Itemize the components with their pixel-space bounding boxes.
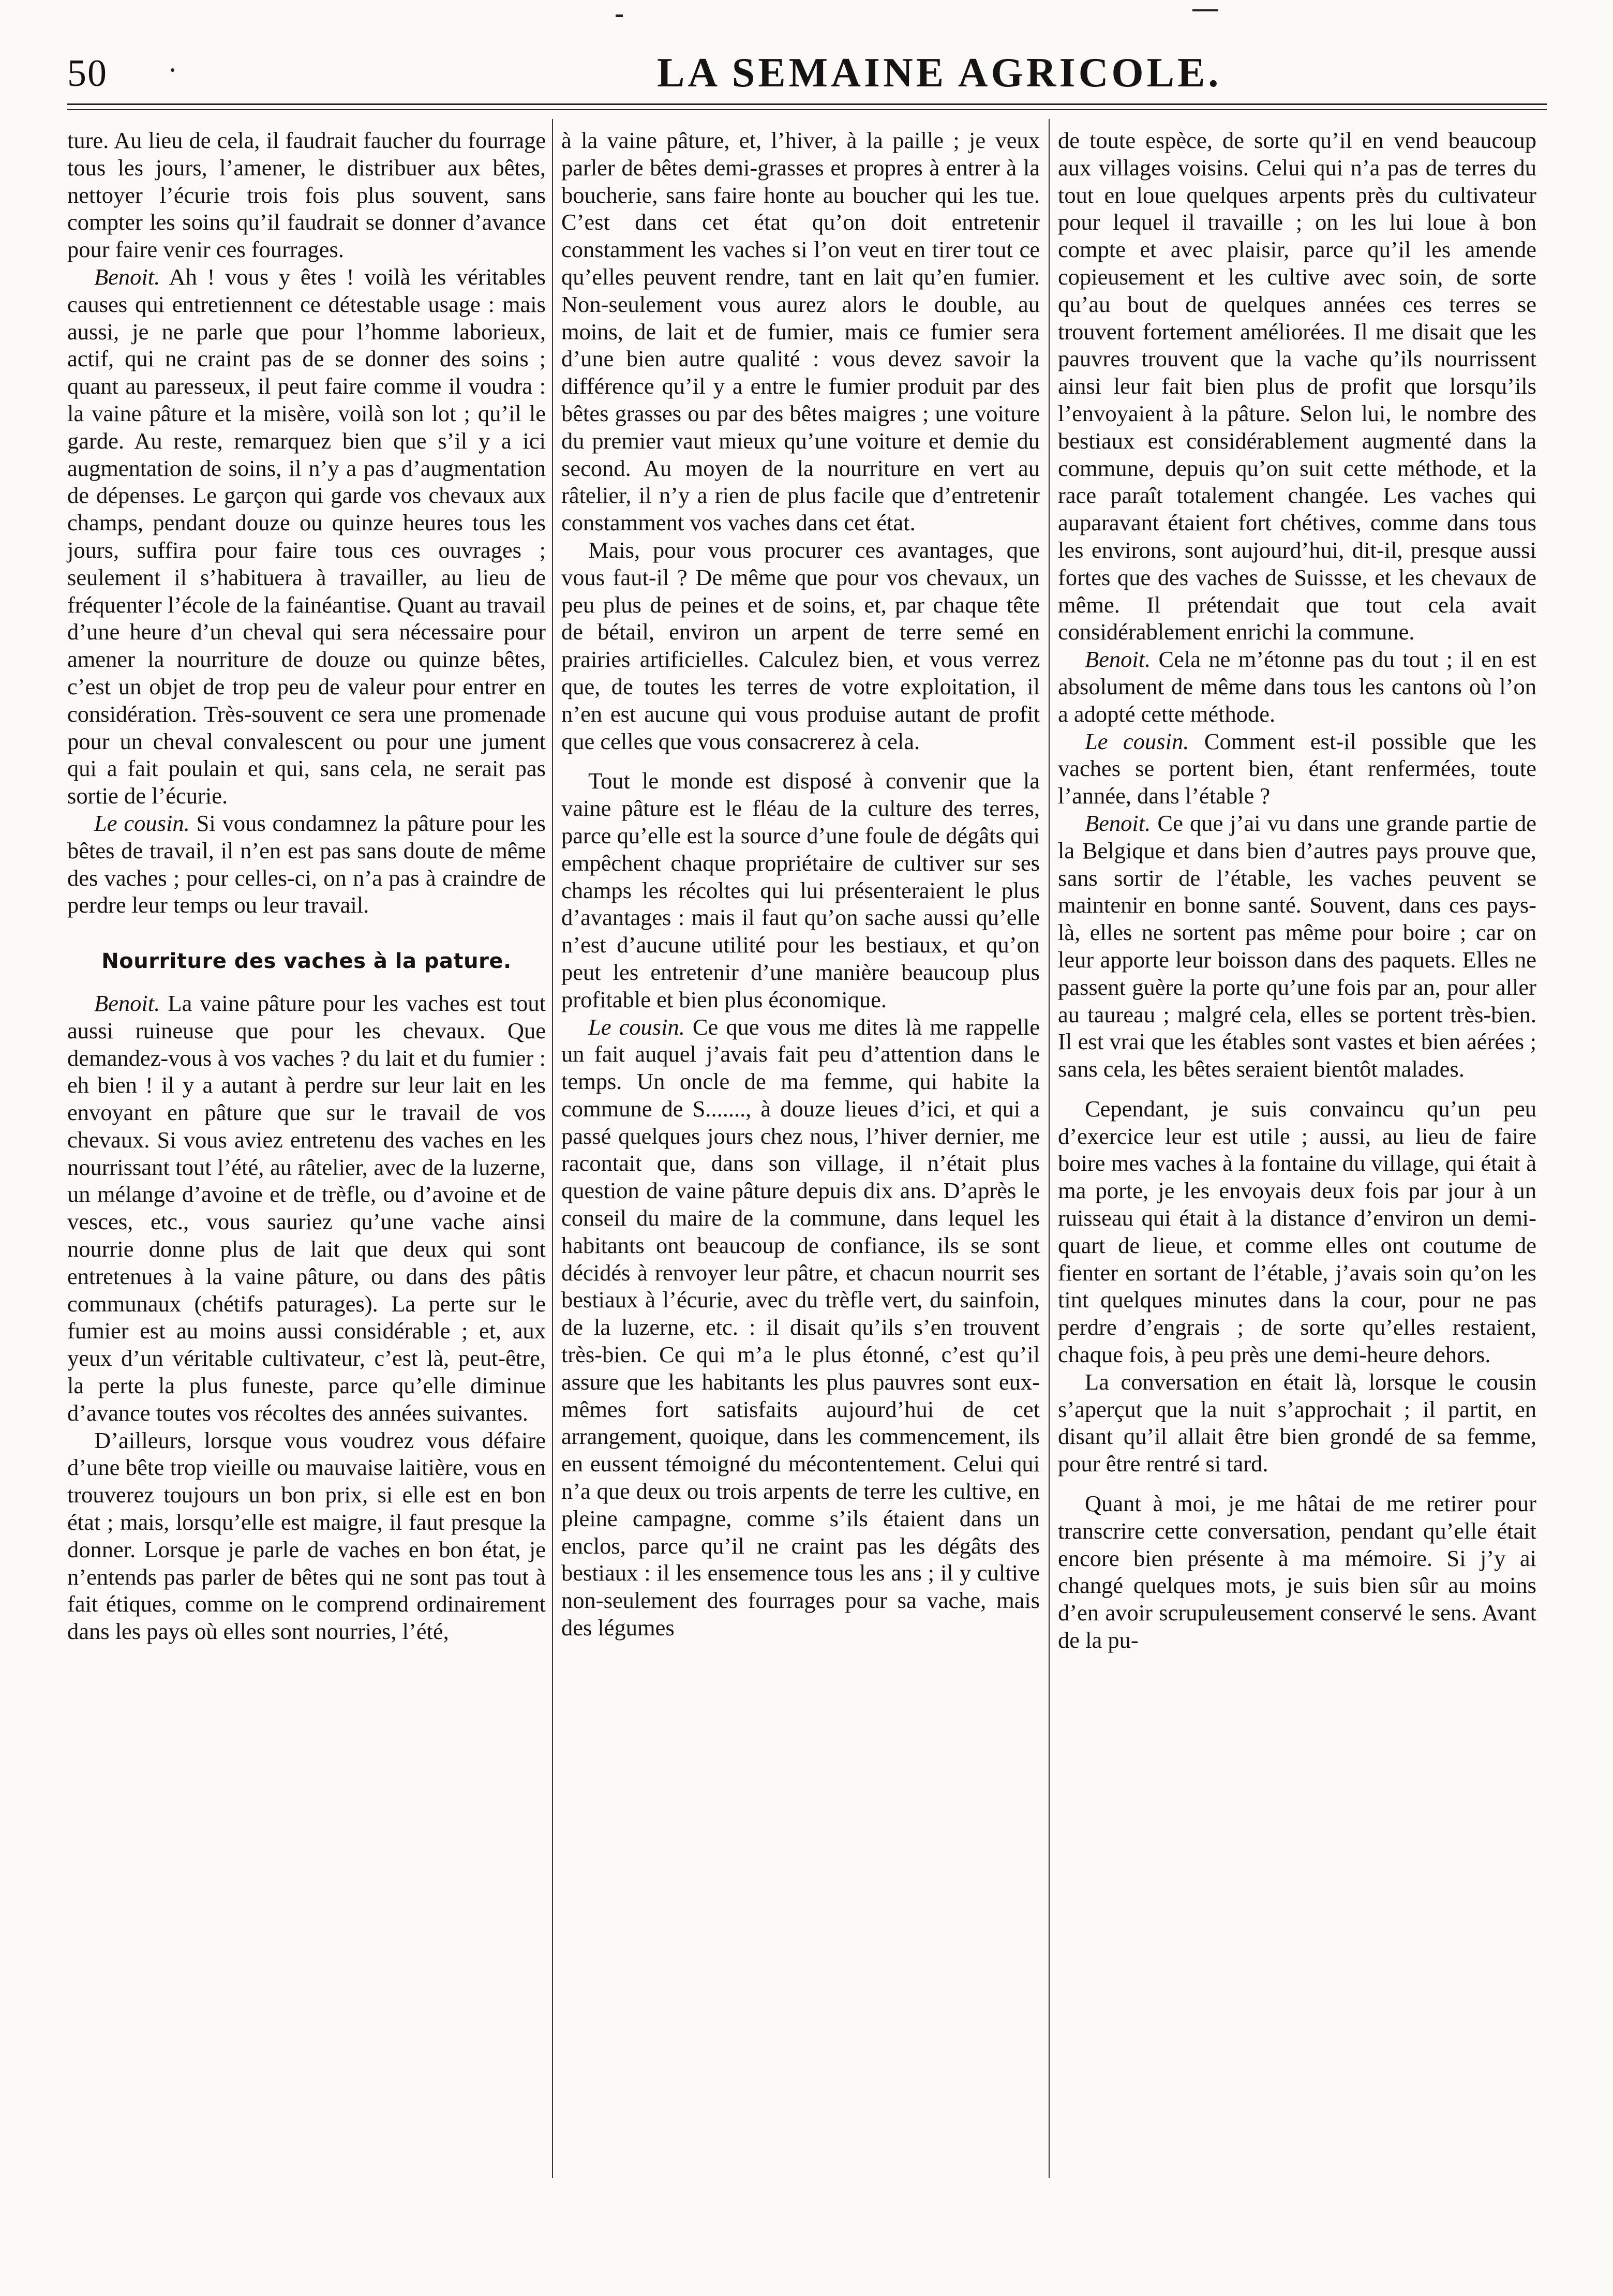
paragraph-text: Cela ne m’étonne pas du tout ; il en est absolument de même dans tous les cantons où l’on a adopté cette méthode.	[1058, 646, 1536, 727]
column-rule	[552, 119, 553, 2178]
paragraph: Cependant, je suis convaincu qu’un peu d’exercice leur est utile ; aussi, au lieu de faire boire mes vaches à la fontaine du village, qui était à ma porte, je les envoyais deux fois par jour à un ruisseau qui était à la distance d’environ un demi-quart de lieue, et comme elles ont coutume de fienter en sortant de l’étable, j’avais soin qu’on les tint quelques minutes dans la cour, pour ne pas perdre d’engrais ; de sorte qu’elles restaient, chaque fois, à peu près une demi-heure dehors.	[1058, 1095, 1536, 1368]
journal-title: LA SEMAINE AGRICOLE.	[657, 50, 1222, 96]
speaker-label: Benoit.	[94, 990, 160, 1016]
paragraph-text: Si vous condamnez la pâture pour les bêtes de travail, il n’en est pas sans doute de même des vaches ; pour celles-ci, on n’a pas à craindre de perdre leur temps ou leur travail.	[67, 810, 546, 918]
dialogue-paragraph	[1058, 646, 1536, 727]
speaker-label: Le cousin.	[1085, 728, 1189, 754]
paragraph: ture. Au lieu de cela, il faudrait faucher du fourrage tous les jours, l’amener, le distribuer aux bêtes, nettoyer l’écurie trois fois plus souvent, sans compter les soins qu’il faudrait se donner d’avance pour faire venir ces fourrages.	[67, 127, 546, 263]
dialogue-paragraph	[67, 263, 546, 810]
paragraph: La conversation en était là, lorsque le cousin s’aperçut que la nuit s’approchait ; il partit, en disant qu’il allait être bien grondé de sa femme, pour être rentré si tard.	[1058, 1368, 1536, 1477]
paragraph-text: Ce que j’ai vu dans une grande partie de la Belgique et dans bien d’autres pays prouve que, sans sortir de l’étable, les vaches peuvent se maintenir en bonne santé. Souvent, dans ces pays-là, elles ne sortent pas même pour boire ; car on leur apporte leur boisson dans des paquets. Elles ne passent guère la porte qu’une fois par an, pour aller au taureau ; malgré cela, elles se portent très-bien. Il est vrai que les étables sont vastes et bien aérées ; sans cela, les bêtes seraient bientôt malades.	[1058, 810, 1536, 1082]
speaker-label: Le cousin.	[588, 1013, 685, 1040]
print-mark	[171, 68, 174, 72]
dialogue-paragraph	[1058, 810, 1536, 1083]
header-rule	[67, 103, 1547, 110]
speaker-label: Benoit.	[1085, 646, 1151, 673]
dialogue-paragraph	[67, 990, 546, 1427]
paragraph-text: Ah ! vous y êtes ! voilà les véritables causes qui entretiennent ce détestable usage : mais aussi, je ne parle que pour l’homme laborieux, actif, qui ne craint pas de se donner des soins ; quant au paresseux, il peut faire comme il voudra : la vaine pâture et la misère, voilà son lot ; qu’il le garde. Au reste, remarquez bien que s’il y a ici augmentation de soins, il n’y a pas d’augmentation de dépenses. Le garçon qui garde vos chevaux aux champs, pendant douze ou quinze heures tous les jours, suffira pour faire tous ces ouvrages ; seulement il s’habituera à travailler, au lieu de fréquenter l’école de la fainéantise. Quant au travail d’une heure d’un cheval qui sera nécessaire pour amener la nourriture de douze ou quinze bêtes, c’est un objet de trop peu de valeur pour entrer en considération. Très-souvent ce sera une promenade pour un cheval convalescent ou pour une jument qui a fait poulain et qui, sans cela, ne serait pas sortie de l’écurie.	[67, 263, 546, 809]
paragraph: à la vaine pâture, et, l’hiver, à la paille ; je veux parler de bêtes demi-grasses et propres à entrer à la boucherie, sans faire honte au boucher qui les tue. C’est dans cet état qu’on doit entretenir constamment les vaches si l’on veut en tirer tout ce qu’elles peuvent rendre, tant en lait qu’en fumier. Non-seulement vous aurez alors le double, au moins, de lait et de fumier, mais ce fumier sera d’une bien autre qualité : vous devez savoir la différence qu’il y a entre le fumier produit par des bêtes grasses ou par des bêtes maigres ; une voiture du premier vaut mieux qu’une voiture et demie du second. Au moyen de la nourriture en vert au râtelier, il n’y a rien de plus facile que d’entretenir constamment vos vaches dans cet état.	[561, 127, 1040, 536]
paragraph: Tout le monde est disposé à convenir que la vaine pâture est le fléau de la culture des terres, parce qu’elle est la source d’une foule de dégâts qui empêchent chaque propriétaire de cultiver sur ses champs les récoltes qui lui présenteraient le plus d’avantages : mais il faut qu’on sache aussi qu’elle n’est d’aucune utilité pour les bestiaux, et qu’on peut les entretenir d’une manière beaucoup plus profitable et bien plus économique.	[561, 768, 1040, 1012]
section-heading: Nourriture des vaches à la pature.	[101, 949, 512, 974]
paragraph-text: La vaine pâture pour les vaches est tout aussi ruineuse que pour les chevaux. Que demandez-vous à vos vaches ? du lait et du fumier : eh bien ! il y a autant à perdre sur leur lait en les envoyant en pâture que sur le travail de vos chevaux. Si vous aviez entretenu des vaches en les nourrissant tout l’été, au râtelier, avec de la luzerne, un mélange d’avoine et de trèfle, ou d’avoine et de vesces, etc., vous sauriez qu’une vache ainsi nourrie donne plus de lait que deux qui sont entretenues à la vaine pâture, ou dans des pâtis communaux (chétifs paturages). La perte sur le fumier est au moins aussi considérable ; et, aux yeux d’un véritable cultivateur, c’est là, peut-être, la perte la plus funeste, parce qu’elle diminue d’avance toutes vos récoltes des années suivantes.	[67, 990, 546, 1426]
speaker-label: Le cousin.	[94, 810, 190, 836]
paragraph: D’ailleurs, lorsque vous voudrez vous défaire d’une bête trop vieille ou mauvaise laitière, vous en trouverez toujours un bon prix, si elle est en bon état ; mais, lorsqu’elle est maigre, il faut presque la donner. Lorsque je parle de vaches en bon état, je n’entends pas parler de bêtes qui ne sont pas tout à fait étiques, comme on le comprend ordinairement dans les pays où elles sont nourries, l’été,	[67, 1427, 546, 1645]
paragraph: Quant à moi, je me hâtai de me retirer pour transcrire cette conversation, pendant qu’elle était encore bien présente à ma mémoire. Si j’y ai changé quelques mots, je suis bien sûr au moins d’en avoir scrupuleusement conservé le sens. Avant de la pu-	[1058, 1490, 1536, 1653]
dialogue-paragraph	[561, 1013, 1040, 1642]
paragraph: de toute espèce, de sorte qu’il en vend beaucoup aux villages voisins. Celui qui n’a pas de terres du tout en loue quelques arpents près du cultivateur pour lequel il travaille ; on les lui loue à bon compte et avec plaisir, parce qu’il les amende copieusement et les cultive avec soin, de sorte qu’au bout de quelques années ces terres se trouvent fortement améliorées. Il me disait que les pauvres trouvent que la vache qu’ils nourrissent ainsi leur fait bien plus de profit que lorsqu’ils l’envoyaient à la pâture. Selon lui, le nombre des bestiaux est considérablement augmenté dans la commune, depuis qu’on suit cette méthode, et la race paraît totalement changée. Les vaches qui auparavant étaient fort chétives, comme dans tous les environs, sont aujourd’hui, dit-il, presque aussi fortes que des vaches de Suissse, et les chevaux de même. Il prétendait que tout cela avait considérablement enrichi la commune.	[1058, 127, 1536, 645]
column-rule	[1049, 119, 1050, 2178]
speaker-label: Benoit.	[1085, 810, 1151, 836]
text-column-1	[67, 127, 546, 1645]
paragraph-text: Comment est-il possible que les vaches se portent bien, étant renfermées, toute l’année, dans l’étable ?	[1058, 728, 1536, 809]
print-mark	[1192, 9, 1218, 11]
dialogue-paragraph	[1058, 728, 1536, 810]
paragraph-text: Ce que vous me dites là me rappelle un fait auquel j’avais fait peu d’attention dans le temps. Un oncle de ma femme, qui habite la commune de S......., à douze lieues d’ici, et qui a passé quelques jours chez nous, l’hiver dernier, me racontait que, dans son village, il n’était plus question de vaine pâture depuis dix ans. D’après le conseil du maire de la commune, dans lequel les habitants ont beaucoup de confiance, ils se sont décidés à renvoyer leur pâtre, et chacun nourrit ses bestiaux à l’écurie, avec du trèfle vert, du sainfoin, de la luzerne, etc. : il disait qu’ils s’en trouvent très-bien. Ce qui m’a le plus étonné, c’est qu’il assure que les habitants les plus pauvres sont eux-mêmes fort satisfaits aujourd’hui de cet arrangement, quoique, dans les commencement, ils en eussent témoigné du mécontentement. Celui qui n’a que deux ou trois arpents de terre les cultive, en pleine campagne, comme s’ils étaient dans un enclos, parce qu’il ne craint pas les dégâts des bestiaux : il les ensemence tous les ans ; il y cultive non-seulement des fourrages pour sa vache, mais des légumes	[561, 1013, 1040, 1641]
print-mark	[616, 14, 623, 17]
paragraph: Mais, pour vous procurer ces avantages, que vous faut-il ? De même que pour vos chevaux, un peu plus de peines et de soins, et, par chaque tête de bétail, environ un arpent de terre semé en prairies artificielles. Calculez bien, et vous verrez que, de toutes les terres de votre exploitation, il n’en est aucune qui vous produise autant de profit que celles que vous consacrerez à cela.	[561, 536, 1040, 754]
page-header	[47, 31, 1547, 114]
dialogue-paragraph	[67, 810, 546, 919]
speaker-label: Benoit.	[94, 263, 160, 290]
page-number: 50	[67, 52, 108, 95]
text-column-2	[561, 127, 1040, 1642]
text-column-3	[1058, 127, 1536, 1654]
